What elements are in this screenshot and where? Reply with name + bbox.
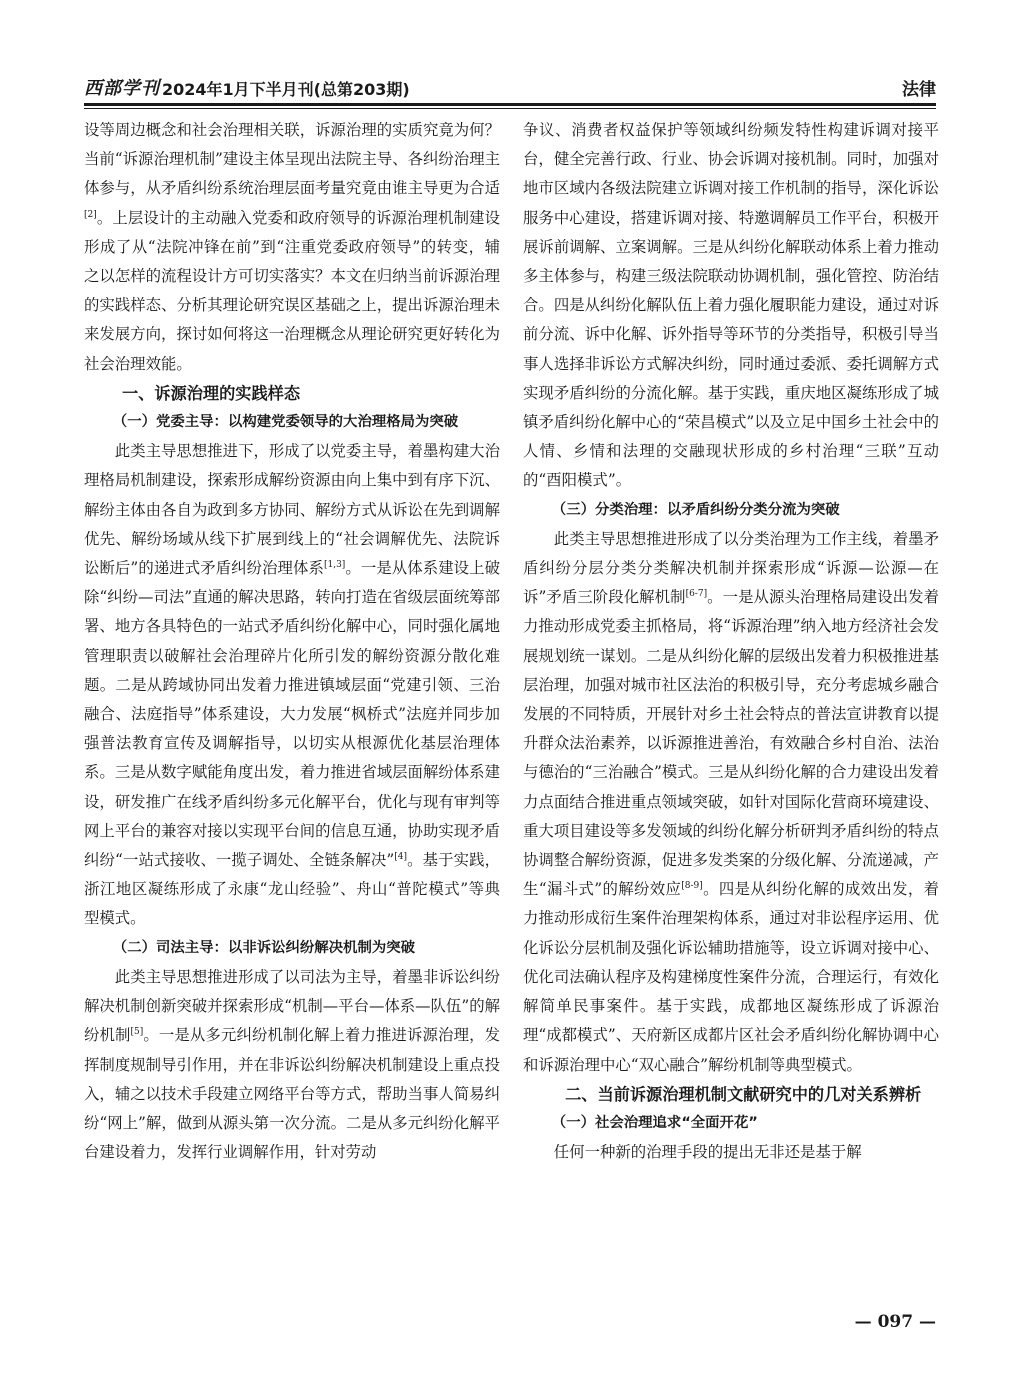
paragraph: 此类主导思想推进形成了以司法为主导，着墨非诉讼纠纷解决机制创新突破并探索形成“机制—平台—体系—队伍”的解纷机制[5]。一是从多元纠纷机制化解上着力推进诉源治理，发挥制度规制导引作用，并在非诉讼纠纷解决机制建设上重点投入，辅之以技术手段建立网络平台等方式，帮助当事人简易纠纷“网上”解，做到从源头第一次分流。二是从多元纠纷化解平台建设着力，发挥行业调解作用，针对劳动 (84, 967, 500, 1162)
left-column (84, 116, 500, 1167)
subsection-heading: （三）分类治理：以矛盾纠纷分类分流为突破 (551, 501, 840, 518)
running-header (84, 70, 936, 100)
right-column (523, 116, 939, 1167)
section-heading: 二、当前诉源治理机制文献研究中的几对关系辨析 (565, 1084, 922, 1104)
paragraph: 设等周边概念和社会治理相关联，诉源治理的实质究竟为何？当前“诉源治理机制”建设主体呈现出法院主导、各纠纷治理主体参与，从矛盾纠纷系统治理层面考量究竟由谁主导更为合适[2]。上层设计的主动融入党委和政府领导的诉源治理机制建设形成了从“法院冲锋在前”到“注重党委政府领导”的转变，辅之以怎样的流程设计方可切实落实？本文在归纳当前诉源治理的实践样态、分析其理论研究误区基础之上，提出诉源治理未来发展方向，探讨如何将这一治理概念从理论研究更好转化为社会治理效能。 (84, 121, 500, 373)
section-name: 法律 (902, 80, 936, 100)
paragraph: 争议、消费者权益保护等领域纠纷频发特性构建诉调对接平台，健全完善行政、行业、协会诉调对接机制。同时，加强对地市区域内各级法院建立诉调对接工作机制的指导，深化诉讼服务中心建设，搭建诉调对接、特邀调解员工作平台，积极开展诉前调解、立案调解。三是从纠纷化解联动体系上着力推动多主体参与，构建三级法院联动协调机制，强化管控、防治结合。四是从纠纷化解队伍上着力强化履职能力建设，通过对诉前分流、诉中化解、诉外指导等环节的分类指导，积极引导当事人选择非诉讼方式解决纠纷，同时通过委派、委托调解方式实现矛盾纠纷的分流化解。基于实践，重庆地区凝练形成了城镇矛盾纠纷化解中心的“荣昌模式”以及立足中国乡土社会中的人情、乡情和法理的交融现状形成的乡村治理“三联”互动的“酉阳模式”。 (523, 121, 939, 490)
header-rule-thin (84, 108, 936, 109)
paragraph: 此类主导思想推进形成了以分类治理为工作主线，着墨矛盾纠纷分层分类分类解决机制并探索形成“诉源—讼源—在诉”矛盾三阶段化解机制[6-7]。一是从源头治理格局建设出发着力推动形成党委主抓格局，将“诉源治理”纳入地方经济社会发展规划统一谋划。二是从纠纷化解的层级出发着力积极推进基层治理，加强对城市社区法治的积极引导，充分考虑城乡融合发展的不同特质，开展针对乡土社会特点的普法宣讲教育以提升群众法治素养，以诉源推进善治，有效融合乡村自治、法治与德治的“三治融合”模式。三是从纠纷化解的合力建设出发着力点面结合推进重点领域突破，如针对国际化营商环境建设、重大项目建设等多发领域的纠纷化解分析研判矛盾纠纷的特点协调整合解纷资源，促进多发类案的分级化解、分流递减，产生“漏斗式”的解纷效应[8-9]。四是从纠纷化解的成效出发，着力推动形成衍生案件治理架构体系，通过对非讼程序运用、优化诉讼分层机制及强化诉讼辅助措施等，设立诉调对接中心、优化司法确认程序及构建梯度性案件分流，合理运行，有效化解简单民事案件。基于实践，成都地区凝练形成了诉源治理“成都模式”、天府新区成都片区社会矛盾纠纷化解协调中心和诉源治理中心“双心融合”解纷机制等典型模式。 (523, 529, 939, 1074)
citation: [5] (130, 1027, 144, 1038)
subsection-heading: （一）社会治理追求“全面开花” (551, 1114, 758, 1131)
citation: [6-7] (685, 589, 708, 600)
citation: [2] (84, 209, 97, 220)
citation: [1,3] (323, 559, 346, 570)
citation: [4] (394, 851, 407, 862)
header-left (84, 74, 410, 100)
page-number: — 097 — (854, 1312, 936, 1332)
subsection-heading: （一）党委主导：以构建党委领导的大治理格局为突破 (112, 414, 459, 431)
header-rule-thick (84, 103, 936, 106)
paragraph: 此类主导思想推进下，形成了以党委主导，着墨构建大治理格局机制建设，探索形成解纷资源由向上集中到有序下沉、解纷主体由各自为政到多方协同、解纷方式从诉讼在先到调解优先、解纷场域从线下扩展到线上的“社会调解优先、法院诉讼断后”的递进式矛盾纠纷治理体系[1,3]。一是从体系建设上破除“纠纷—司法”直通的解决思路，转向打造在省级层面统筹部署、地方各具特色的一站式矛盾纠纷化解中心，同时强化属地管理职责以破解社会治理碎片化所引发的解纷资源分散化难题。二是从跨域协同出发着力推进镇域层面“党建引领、三治融合、法庭指导”体系建设，大力发展“枫桥式”法庭并同步加强普法教育宣传及调解指导，以切实从根源优化基层治理体系。三是从数字赋能角度出发，着力推进省域层面解纷体系建设，研发推广在线矛盾纠纷多元化解平台，优化与现有审判等网上平台的兼容对接以实现平台间的信息互通，协助实现矛盾纠纷“一站式接收、一揽子调处、全链条解决”[4]。基于实践，浙江地区凝练形成了永康“龙山经验”、舟山“普陀模式”等典型模式。 (84, 442, 500, 928)
subsection-heading: （二）司法主导：以非诉讼纠纷解决机制为突破 (112, 939, 416, 956)
paragraph: 任何一种新的治理手段的提出无非还是基于解 (553, 1143, 862, 1162)
citation: [8-9] (681, 881, 703, 892)
section-heading: 一、诉源治理的实践样态 (122, 383, 301, 403)
issue-info: 2024年1月下半月刊(总第203期) (162, 80, 410, 99)
journal-logo: 西部学刊 (84, 78, 160, 99)
